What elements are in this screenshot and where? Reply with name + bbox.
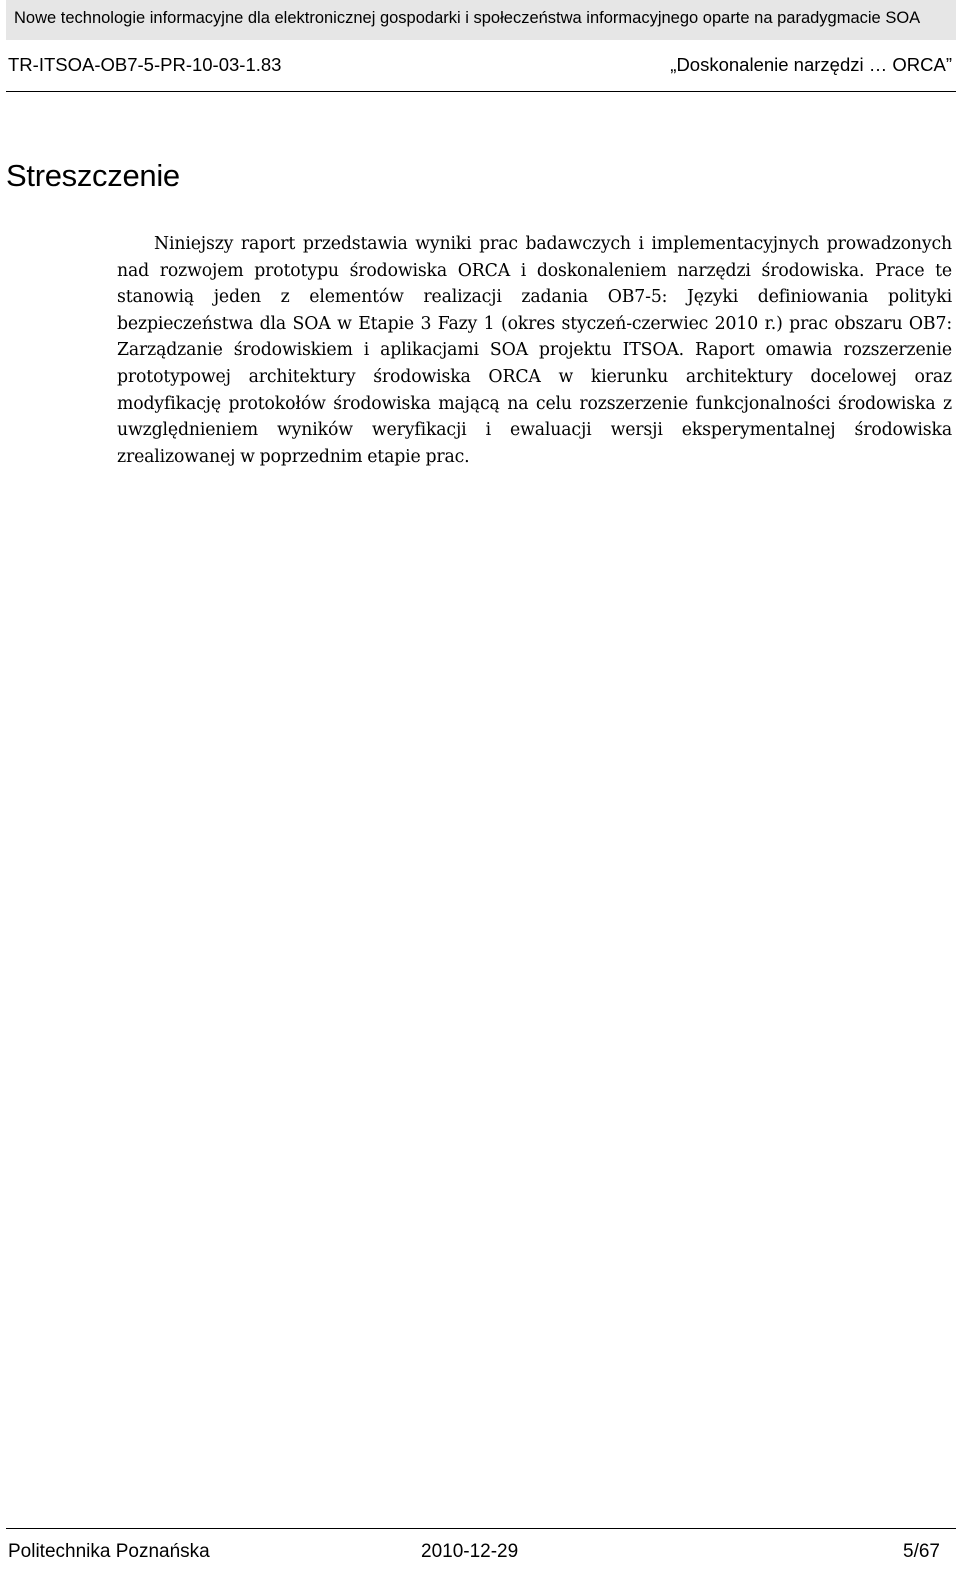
project-title: Nowe technologie informacyjne dla elektronicznej gospodarki i społeczeństwa informacyjnego oparte na paradygmacie SOA [14,9,921,27]
footer-organization: Politechnika Poznańska [8,1541,210,1562]
page-number: 5/67 [903,1541,940,1562]
header-divider [6,91,956,92]
running-header [8,54,952,80]
page-footer [8,1541,940,1567]
document-id: TR-ITSOA-OB7-5-PR-10-03-1.83 [8,54,282,75]
header-banner [6,0,956,40]
footer-date: 2010-12-29 [421,1541,519,1562]
abstract-paragraph: Niniejszy raport przedstawia wyniki prac badawczych i implementacyjnych prowadzonych nad rozwojem prototypu środowiska ORCA i doskonaleniem narzędzi środowiska. Prace te stanowią jeden z elementów realizacji zadania OB7-5: Języki definiowania polityki bezpieczeństwa dla SOA w Etapie 3 Fazy 1 (okres styczeń-czerwiec 2010 r.) prac obszaru OB7: Zarządzanie środowiskiem i aplikacjami SOA projektu ITSOA. Raport omawia rozszerzenie prototypowej architektury środowiska ORCA w kierunku architektury docelowej oraz modyfikację protokołów środowiska mającą na celu rozszerzenie funkcjonalności środowiska z uwzględnieniem wyników weryfikacji i ewaluacji wersji eksperymentalnej środowiska zrealizowanej w poprzednim etapie prac. [117,234,952,467]
footer-divider [6,1528,956,1529]
section-title: Streszczenie [6,158,180,193]
document-short-title: „Doskonalenie narzędzi … ORCA” [670,54,952,75]
